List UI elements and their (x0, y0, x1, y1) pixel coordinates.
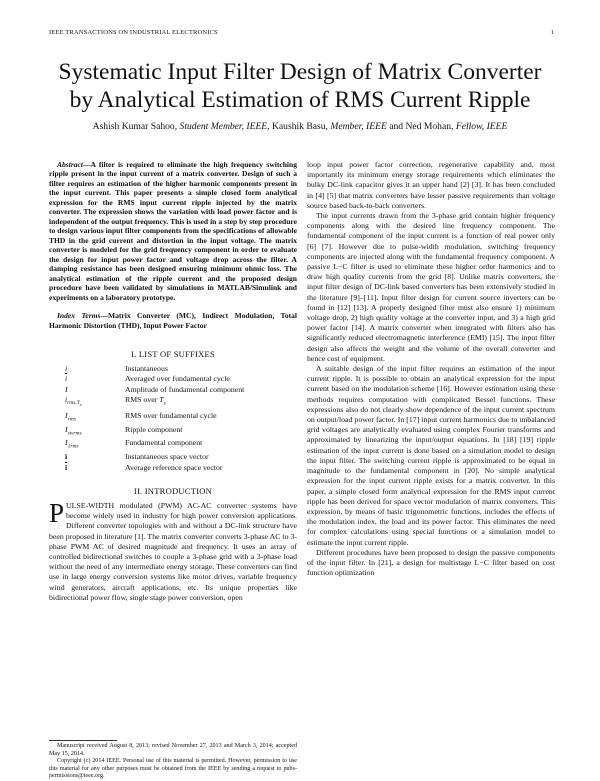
left-column (49, 160, 297, 603)
suffix-row (65, 374, 297, 384)
suffix-row (65, 385, 297, 395)
manuscript-note: Manuscript received August 8, 2013; revised November 27, 2013 and March 3, 2014; accepted May 15, 2014. (49, 743, 297, 757)
suffix-description: Ripple component (125, 424, 183, 434)
paragraph: A suitable design of the input filter requires an estimation of the input current ripple. It is possible to obtain an analytical expression for the input current based on the modulation scheme [16]. However estimation using these methods requires computation with complicated Bessel functions. These expressions also do not clearly show dependence of the input current spectrum on output/load power factor. In [17] input current harmonics due to unbalanced grid voltages are analytically evaluated using complex Fourier transforms and approximated by linearizing the input/output equations. In [18] [19] ripple estimation of the input current is done based on a simulation model to design the input filter. The switching current ripple is approximated to be equal in magnitude to the fundamental component in [20]. No simple analytical expression for the input current ripple exists for a matrix converter. In this paper, a simple closed form analytical expression for the RMS input current ripple has been derived for space vector modulation of matrix converters. This expression, by means of basic trigonometric functions, includes the effects of the modulation index, the load and its power factor. This eliminates the need for complex calculations using special functions or a simulation model to estimate the input current ripple. (307, 364, 555, 547)
suffix-description: RMS over $T_s$ (125, 394, 166, 407)
paragraph (49, 497, 297, 603)
suffix-row (65, 452, 297, 462)
suffix-description: Amplitude of fundamental component (125, 384, 245, 394)
suffix-row (65, 411, 297, 425)
suffix-description: Instantaneous space vector (125, 452, 209, 462)
introduction-body (49, 497, 297, 603)
suffix-symbol: $\overline{i}$ (65, 374, 68, 384)
abstract-lead: Abstract (57, 160, 83, 169)
author-list (40, 121, 560, 132)
footnote (49, 743, 297, 781)
suffix-table (65, 364, 297, 473)
suffix-symbol: $I_{swrms}$ (65, 424, 82, 437)
author-1-name: Ashish Kumar Sahoo, (92, 121, 180, 132)
suffix-row (65, 425, 297, 439)
suffix-row (65, 364, 297, 374)
copyright-note: Copyright (c) 2014 IEEE. Personal use of this material is permitted. However, permission to use this material for any other purposes must be obtained from the IEEE by sending a request to pubs-permissions@ieee.org. (49, 758, 297, 780)
suffix-description: RMS over fundamental cycle (125, 410, 217, 420)
suffix-symbol: $\overline{i}$ (65, 462, 68, 472)
suffix-symbol: I (65, 384, 68, 394)
right-column (307, 160, 555, 578)
abstract-text: —A filter is required to eliminate the high frequency switching ripple present in the input current of a matrix converter. Design of such a filter requires an estimation of the higher harmonic components present in the input current. This paper presents a simple closed form analytical expression for the RMS input current ripple injected by the matrix converter. The expression shows the variation with load power factor and is independent of the output frequency. This is used in a step by step procedure to design various input filter components from the specifications of allowable THD in the grid current and distortion in the input voltage. The matrix converter is modeled for the grid frequency component in order to evaluate the design for input power factor and voltage drop across the filter. A damping resistance has been designed ensuring minimum ohmic loss. The analytical estimation of the ripple current and the proposed design procedure have been validated by simulations in MATLAB/Simulink and experiments on a laboratory prototype. (49, 160, 297, 302)
suffix-row (65, 463, 297, 473)
index-terms-lead: Index Terms (57, 311, 101, 321)
section-heading-suffixes: I. LIST OF SUFFIXES (131, 348, 215, 359)
footnote-rule (49, 740, 117, 741)
paper-title (40, 58, 560, 114)
drop-cap: P (49, 497, 65, 528)
suffix-description: Averaged over fundamental cycle (125, 374, 230, 384)
author-1-affiliation: Student Member, IEEE, (179, 121, 270, 132)
index-terms (49, 311, 297, 330)
suffix-row (65, 395, 297, 411)
abstract (49, 160, 297, 302)
suffix-description: Average reference space vector (125, 462, 223, 472)
suffix-description: Fundamental component (125, 438, 203, 448)
running-head (49, 29, 554, 36)
paragraph: loop input power factor correction, regenerative capability and, most importantly its minimum energy storage requirements which eliminates the bulky DC-link capacitor gives it an upper hand [2] [3]. It has been concluded in [4] [5] that matrix converters have lesser passive requirements than voltage source based back-to-back converters. (307, 160, 555, 210)
index-terms-text: —Matrix Converter (MC), Indirect Modulation, Total Harmonic Distortion (THD), Input Power Factor (49, 311, 297, 330)
suffix-symbol: $i_{rms,T_s}$ (65, 394, 82, 408)
title-line-2: by Analytical Estimation of RMS Current Ripple (69, 87, 531, 113)
author-3-name: and Ned Mohan, (386, 121, 456, 132)
paragraph: Different procedures have been proposed to design the passive components of the input filter. In [21], a design for multistage L−C filter based on cost function optimization (307, 547, 555, 578)
suffix-symbol: i (65, 363, 68, 373)
introduction-text: ULSE-WIDTH modulated (PWM) AC-AC converter systems have become widely used in industry for high power conversion applications. Different converter topologies with and without a DC-link structure have been proposed in literature [1]. The matrix converter converts 3-phase AC to 3-phase PWM AC of desired magnitude and frequency. It uses an array of controlled bidirectional switches to couple a 3-phase grid with a 3-phase load without the need of any intermediate energy storage. These converters can find use in large energy conversion systems like motor drives, variable frequency wind generators, aircraft applications, etc. Its unique properties like bidirectional power flow, single stage power conversion, open (49, 500, 297, 602)
paragraph: The input currents drawn from the 3-phase grid contain higher frequency components along with the desired line frequency component. The fundamental component of the input current is a function of real power only [6] [7]. However due to pulse-width modulation, switching frequency components are injected along with the fundamental frequency component. A passive L−C filter is used to eliminate these higher order harmonics and to draw high quality currents from the grid [8]. Unlike matrix converters, the input filter design of DC-link based converters has been extensively studied in the literature [9]–[11]. Input filter design for current source inverters can be found in [12] [13]. A properly designed filter must also ensure 1) minimum voltage drop, 2) high quality voltage at the converter input, and 3) a high grid power factor [14]. A matrix converter when integrated with filters also has significantly reduced electromagnetic interference (EMI) [15]. The input filter design also affects the weight and the volume of the overall converter and hence cost of equipment. (307, 211, 555, 363)
page-number: 1 (550, 29, 554, 36)
section-heading-introduction: II. INTRODUCTION (133, 485, 213, 496)
suffix-description: Instantaneous (125, 363, 168, 373)
author-3-affiliation: Fellow, IEEE (455, 121, 508, 132)
author-2-affiliation: Member, IEEE (330, 121, 387, 132)
journal-name: IEEE TRANSACTIONS ON INDUSTRIAL ELECTRONICS (49, 29, 218, 36)
author-2-name: Kaushik Basu, (269, 121, 331, 132)
suffix-symbol: $I_{rms}$ (65, 410, 76, 423)
suffix-symbol: $I_{1rms}$ (65, 438, 79, 451)
title-line-1: Systematic Input Filter Design of Matrix Converter (58, 59, 542, 85)
suffix-symbol: i (65, 452, 68, 462)
suffix-row (65, 438, 297, 452)
